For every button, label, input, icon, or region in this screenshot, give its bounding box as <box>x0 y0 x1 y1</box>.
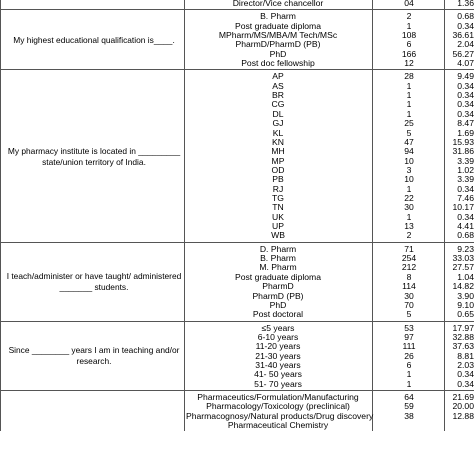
percent-value: 31.86 <box>452 146 474 157</box>
percent-value: 2.04 <box>457 39 474 50</box>
option-label: TG <box>272 192 284 203</box>
table-row <box>0 324 474 333</box>
count-value: 70 <box>404 299 414 310</box>
question-text: I teach/administer or have taught/ administered _______ students. <box>6 271 182 293</box>
option-label: UK <box>272 211 284 222</box>
question-text: Since ________ years I am in teaching and/or research. <box>8 345 180 367</box>
count-value: 2 <box>406 11 412 22</box>
count-value: 1 <box>406 99 412 110</box>
count-value: 59 <box>404 401 414 412</box>
question-section <box>0 390 474 431</box>
option-label: PharmD <box>262 281 294 292</box>
option-label: M. Pharm <box>259 262 297 273</box>
option-label: UP <box>272 221 284 232</box>
table-row <box>0 370 474 379</box>
table-row <box>0 50 474 59</box>
percent-value: 15.93 <box>452 136 474 147</box>
percent-value: 21.69 <box>452 392 474 402</box>
table-row <box>0 110 474 119</box>
percent-value: 32.88 <box>452 331 474 342</box>
percent-value: 3.90 <box>457 290 474 301</box>
option-label: Post doc fellowship <box>241 58 315 69</box>
percent-value: 0.68 <box>457 230 474 241</box>
table-row <box>0 310 474 319</box>
option-label: RJ <box>272 183 284 194</box>
count-value: 97 <box>404 331 414 342</box>
question-text: My pharmacy institute is located in _________ state/union territory of India. <box>7 145 181 167</box>
percent-value: 0.34 <box>457 183 474 194</box>
count-value: 5 <box>406 309 412 320</box>
option-label: Pharmacognosy/Natural products/Drug discovery <box>186 410 374 421</box>
option-label: Director/Vice chancellor <box>232 0 324 8</box>
option-label: D. Pharm <box>259 243 297 254</box>
percent-value: 1.04 <box>457 271 474 282</box>
percent-value: 0.34 <box>457 369 474 380</box>
option-label: TN <box>272 202 284 213</box>
percent-value: 17.97 <box>452 322 474 333</box>
option-label: B. Pharm <box>260 253 296 264</box>
count-value: 04 <box>404 0 414 8</box>
count-value: 5 <box>406 127 412 138</box>
count-value: 71 <box>404 243 414 254</box>
option-label: Pharmaceutical Chemistry <box>227 420 329 431</box>
count-value: 30 <box>404 202 414 213</box>
table-row <box>0 129 474 138</box>
table-row <box>0 301 474 310</box>
table-row <box>0 203 474 212</box>
table-row <box>0 119 474 128</box>
percent-value: 10.17 <box>452 202 474 213</box>
option-label: MP <box>271 155 285 166</box>
percent-value: 3.39 <box>457 174 474 185</box>
count-value: 53 <box>404 322 414 333</box>
percent-value: 33.03 <box>452 253 474 264</box>
percent-value: 36.61 <box>452 30 474 41</box>
question-section <box>0 9 474 69</box>
question-text: My highest educational qualification is____. <box>13 34 175 45</box>
option-label: 6-10 years <box>257 331 299 342</box>
count-value: 6 <box>406 39 412 50</box>
count-value: 94 <box>404 146 414 157</box>
percent-value: 7.46 <box>457 192 474 203</box>
option-label: DL <box>272 108 284 119</box>
count-value: 26 <box>404 350 414 361</box>
percent-value: 0.65 <box>457 309 474 320</box>
count-value: 47 <box>404 136 414 147</box>
option-label: BR <box>272 90 284 101</box>
count-value: 1 <box>406 183 412 194</box>
option-label: PharmD/PharmD (PB) <box>235 39 321 50</box>
percent-value: 8.81 <box>457 350 474 361</box>
percent-value: 1.02 <box>457 164 474 175</box>
count-value: 1 <box>406 80 412 91</box>
percent-value: 27.57 <box>452 262 474 273</box>
percent-value: 1.36 <box>457 0 474 8</box>
option-label: KL <box>272 127 284 138</box>
count-value: 212 <box>401 262 417 273</box>
count-value: 1 <box>406 108 412 119</box>
table-row <box>0 282 474 291</box>
count-value: 1 <box>406 20 412 31</box>
table-row <box>0 166 474 175</box>
option-label: Post graduate diploma <box>235 271 321 282</box>
count-value: 10 <box>404 155 414 166</box>
count-value: 25 <box>404 118 414 129</box>
option-label: PhD <box>269 48 287 59</box>
count-value: 108 <box>401 30 417 41</box>
percent-value: 9.49 <box>457 71 474 82</box>
option-label: Pharmacology/Toxicology (preclinical) <box>206 401 350 412</box>
option-label: AP <box>272 71 284 82</box>
option-label: WB <box>271 230 285 241</box>
count-value: 28 <box>404 71 414 82</box>
percent-value: 9.23 <box>457 243 474 254</box>
percent-value: 0.34 <box>457 90 474 101</box>
count-value: 254 <box>401 253 417 264</box>
table-row <box>0 100 474 109</box>
option-label: B. Pharm <box>260 11 296 22</box>
percent-value: 4.07 <box>457 58 474 69</box>
percent-value: 4.41 <box>457 221 474 232</box>
percent-value: 0.34 <box>457 108 474 119</box>
percent-value: 9.10 <box>457 299 474 310</box>
table-row <box>0 0 474 8</box>
question-section <box>0 321 474 390</box>
table-row <box>0 175 474 184</box>
count-value: 13 <box>404 221 414 232</box>
option-label: 51- 70 years <box>254 378 302 389</box>
question-section <box>0 0 474 9</box>
percent-value: 0.34 <box>457 99 474 110</box>
option-label: ≤5 years <box>261 322 295 333</box>
percent-value: 20.00 <box>452 401 474 412</box>
option-label: Pharmaceutics/Formulation/Manufacturing <box>197 392 359 402</box>
table-row <box>0 147 474 156</box>
percent-value: 1.69 <box>457 127 474 138</box>
option-label: GJ <box>272 118 284 129</box>
option-label: Post doctoral <box>252 309 304 320</box>
table-row <box>0 222 474 231</box>
table-row <box>0 82 474 91</box>
count-value: 12 <box>404 58 414 69</box>
count-value: 1 <box>406 211 412 222</box>
count-value: 38 <box>404 410 414 421</box>
percent-value: 14.82 <box>452 281 474 292</box>
option-label: 21-30 years <box>255 350 301 361</box>
percent-value: 56.27 <box>452 48 474 59</box>
table-row <box>0 342 474 351</box>
question-section <box>0 242 474 321</box>
count-value: 1 <box>406 369 412 380</box>
option-label: PharmD (PB) <box>252 290 304 301</box>
table-row <box>0 59 474 68</box>
table-row <box>0 292 474 301</box>
count-value: 111 <box>402 341 416 352</box>
count-value: 166 <box>401 48 417 59</box>
percent-value: 12.88 <box>452 410 474 421</box>
count-value: 1 <box>406 378 412 389</box>
table-row <box>0 157 474 166</box>
option-label: OD <box>271 164 285 175</box>
percent-value: 3.39 <box>457 155 474 166</box>
option-label: PB <box>272 174 284 185</box>
count-value: 114 <box>402 281 416 292</box>
table-row <box>0 72 474 81</box>
option-label: KN <box>272 136 284 147</box>
count-value: 6 <box>406 359 412 370</box>
table-row <box>0 352 474 361</box>
question-section <box>0 69 474 241</box>
count-value: 3 <box>406 164 412 175</box>
option-label: MH <box>271 146 285 157</box>
option-label: MPharm/MS/MBA/M Tech/MSc <box>218 30 338 41</box>
percent-value: 0.34 <box>457 20 474 31</box>
option-label: CG <box>271 99 285 110</box>
table-row <box>0 185 474 194</box>
table-row <box>0 194 474 203</box>
table-row <box>0 421 474 430</box>
count-value: 10 <box>404 174 414 185</box>
percent-value: 0.34 <box>457 80 474 91</box>
count-value: 30 <box>404 290 414 301</box>
count-value: 2 <box>406 230 412 241</box>
option-label: 11-20 years <box>255 341 301 352</box>
table-row <box>0 213 474 222</box>
option-label: PhD <box>269 299 287 310</box>
table-row <box>0 138 474 147</box>
table-row <box>0 231 474 240</box>
percent-value: 0.68 <box>457 11 474 22</box>
option-label: AS <box>272 80 284 91</box>
option-label: 41- 50 years <box>254 369 302 380</box>
option-label: 31-40 years <box>255 359 301 370</box>
percent-value: 2.03 <box>457 359 474 370</box>
count-value: 64 <box>404 392 414 402</box>
percent-value: 0.34 <box>457 211 474 222</box>
percent-value: 37.63 <box>452 341 474 352</box>
option-label: Post graduate diploma <box>235 20 321 31</box>
count-value: 8 <box>406 271 412 282</box>
percent-value: 8.47 <box>457 118 474 129</box>
table-row <box>0 361 474 370</box>
count-value: 22 <box>404 192 414 203</box>
table-row <box>0 91 474 100</box>
percent-value: 0.34 <box>457 378 474 389</box>
count-value: 1 <box>406 90 412 101</box>
table-row <box>0 380 474 389</box>
